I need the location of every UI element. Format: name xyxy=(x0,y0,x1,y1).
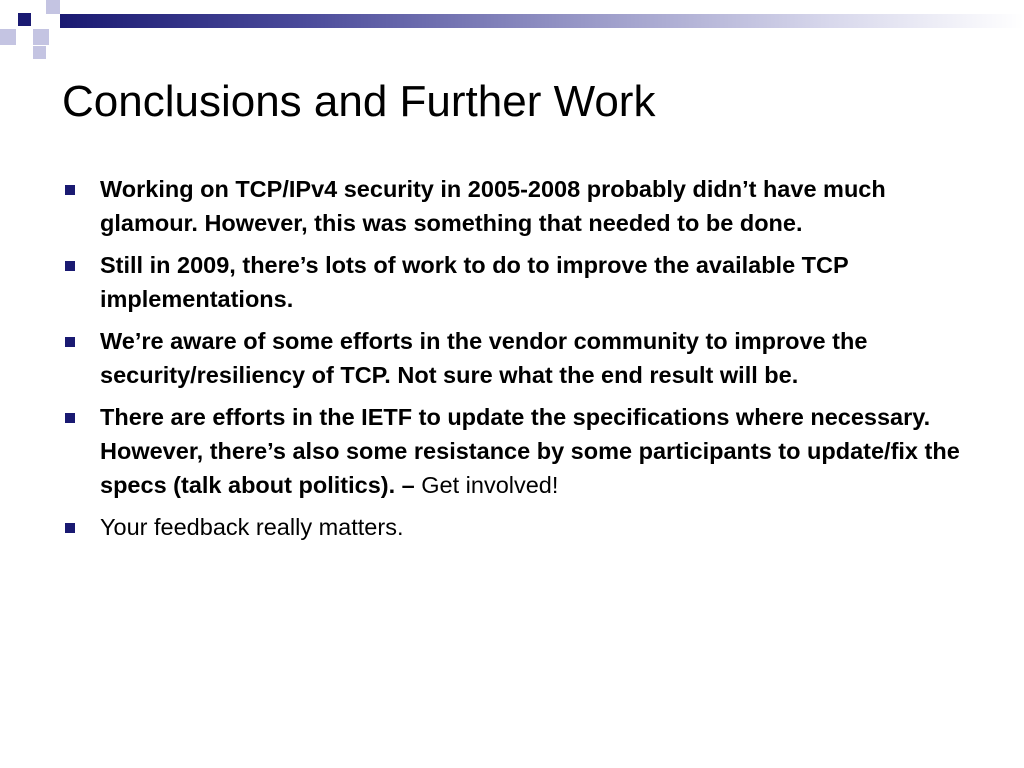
decorative-square-light xyxy=(0,29,16,45)
bullet-text-bold: There are efforts in the IETF to update the specifications where necessary. However, there’s also some resistance by some participants to update/fix the specs (talk about politics). – xyxy=(100,404,960,498)
bullet-text-normal: Get involved! xyxy=(421,472,559,498)
bullet-item xyxy=(62,400,962,502)
decorative-square-light xyxy=(33,29,49,45)
decorative-square-dark xyxy=(18,13,31,26)
square-bullet-icon xyxy=(65,523,75,533)
bullet-item xyxy=(62,248,962,316)
decorative-square-light xyxy=(33,46,46,59)
bullet-item xyxy=(62,510,962,544)
square-bullet-icon xyxy=(65,413,75,423)
square-bullet-icon xyxy=(65,337,75,347)
bullet-text-bold: Working on TCP/IPv4 security in 2005-2008 probably didn’t have much glamour. However, this was something that needed to be done. xyxy=(100,176,886,236)
bullet-list xyxy=(62,172,962,552)
bullet-text-bold: Still in 2009, there’s lots of work to do to improve the available TCP implementations. xyxy=(100,252,849,312)
square-bullet-icon xyxy=(65,185,75,195)
slide-title: Conclusions and Further Work xyxy=(62,77,656,126)
bullet-text-normal: Your feedback really matters. xyxy=(100,514,404,540)
bullet-item xyxy=(62,172,962,240)
square-bullet-icon xyxy=(65,261,75,271)
bullet-text-bold: We’re aware of some efforts in the vendor community to improve the security/resiliency of TCP. Not sure what the end result will be. xyxy=(100,328,868,388)
header-gradient-bar xyxy=(60,14,1024,28)
decorative-square-gap xyxy=(60,28,74,42)
bullet-item xyxy=(62,324,962,392)
decorative-square-light xyxy=(46,0,60,14)
